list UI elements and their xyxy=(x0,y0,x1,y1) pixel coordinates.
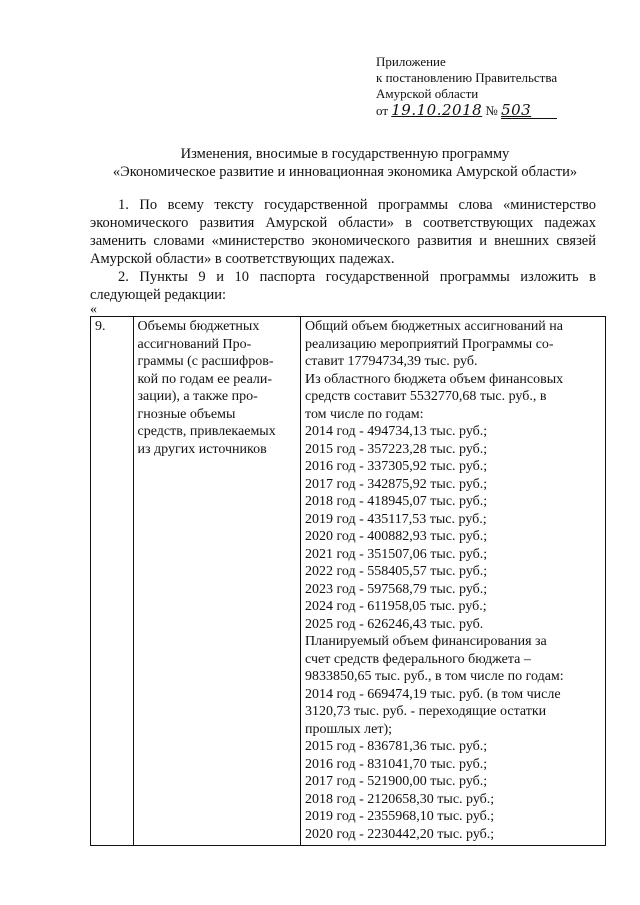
name-line: зации), а также про- xyxy=(137,389,258,404)
content-line: 2019 год - 435117,53 тыс. руб.; xyxy=(305,511,487,527)
content-line: 2020 год - 2230442,20 тыс. руб.; xyxy=(305,826,495,842)
content-line: прошлых лет); xyxy=(305,721,393,737)
content-line: 2024 год - 611958,05 тыс. руб.; xyxy=(305,599,487,614)
table-row xyxy=(91,317,606,846)
content-line: 2023 год - 597568,79 тыс. руб.; xyxy=(305,581,488,597)
paragraph-2: 2. Пункты 9 и 10 паспорта государственной программы изложить в следующей редакции: xyxy=(90,269,596,303)
content-line: 2015 год - 836781,36 тыс. руб.; xyxy=(305,739,488,754)
document-title xyxy=(60,145,630,181)
content-line: 2017 год - 342875,92 тыс. руб.; xyxy=(305,476,488,492)
content-line: 2020 год - 400882,93 тыс. руб.; xyxy=(305,529,488,544)
number-prefix: № xyxy=(485,103,498,118)
content-line: 2014 год - 669474,19 тыс. руб. (в том числе xyxy=(305,686,561,702)
annex-line-2: к постановлению Правительства xyxy=(376,70,558,85)
content-line: средств составит 5532770,68 тыс. руб., в xyxy=(305,389,547,404)
name-line: гнозные объемы xyxy=(137,406,236,422)
content-line: 2019 год - 2355968,10 тыс. руб.; xyxy=(305,809,495,824)
annex-line-1: Приложение xyxy=(376,54,446,69)
content-line: 2018 год - 418945,07 тыс. руб.; xyxy=(305,494,488,509)
name-line: Объемы бюджетных xyxy=(137,319,260,334)
paragraph-1: 1. По всему тексту государственной программы слова «министерство экономического развития Амурской области» в соответствующих падежах заменить словами «министерство экономического развития и внешних связей Амурской области» в соответствующих падежах. xyxy=(90,197,596,267)
content-line: том числе по годам: xyxy=(305,406,424,422)
name-line: кой по годам ее реали- xyxy=(137,371,273,387)
name-line: ассигнований Про- xyxy=(137,336,252,352)
content-line: 9833850,65 тыс. руб., в том числе по годам: xyxy=(305,669,564,684)
opening-quote: « xyxy=(90,302,97,317)
title-line-1: Изменения, вносимые в государственную программу xyxy=(180,146,510,162)
handwritten-date: 19.10.2018 xyxy=(391,101,483,119)
content-line: 2017 год - 521900,00 тыс. руб.; xyxy=(305,774,488,789)
content-line: Общий объем бюджетных ассигнований на xyxy=(305,319,564,334)
handwritten-number: 503 xyxy=(501,102,557,119)
item-name-cell xyxy=(133,317,301,846)
passport-table xyxy=(90,316,606,846)
date-prefix: от xyxy=(376,103,389,118)
item-number-cell: 9. xyxy=(91,317,134,846)
content-line: 2018 год - 2120658,30 тыс. руб.; xyxy=(305,791,495,807)
annex-line-3: Амурской области xyxy=(376,86,479,101)
name-line: из других источников xyxy=(137,441,267,457)
content-line: 3120,73 тыс. руб. - переходящие остатки xyxy=(305,704,547,719)
content-line: Из областного бюджета объем финансовых xyxy=(305,371,564,387)
content-line: 2022 год - 558405,57 тыс. руб.; xyxy=(305,564,488,579)
item-content-cell xyxy=(301,317,606,846)
name-line: средств, привлекаемых xyxy=(137,424,276,439)
annex-date-line xyxy=(376,102,557,119)
content-line: 2015 год - 357223,28 тыс. руб.; xyxy=(305,441,488,457)
content-line: 2021 год - 351507,06 тыс. руб.; xyxy=(305,546,488,562)
name-line: граммы (с расшифров- xyxy=(137,354,274,369)
annex-header xyxy=(376,54,557,119)
content-line: 2014 год - 494734,13 тыс. руб.; xyxy=(305,424,488,439)
content-line: реализацию мероприятий Программы со- xyxy=(305,336,554,352)
content-line: 2025 год - 626246,43 тыс. руб. xyxy=(305,616,484,632)
title-line-2: «Экономическое развитие и инновационная экономика Амурской области» xyxy=(112,164,578,180)
content-line: ставит 17794734,39 тыс. руб. xyxy=(305,354,478,369)
content-line: Планируемый объем финансирования за xyxy=(305,634,547,649)
content-line: счет средств федерального бюджета – xyxy=(305,651,531,667)
content-line: 2016 год - 337305,92 тыс. руб.; xyxy=(305,459,488,474)
content-line: 2016 год - 831041,70 тыс. руб.; xyxy=(305,756,488,772)
